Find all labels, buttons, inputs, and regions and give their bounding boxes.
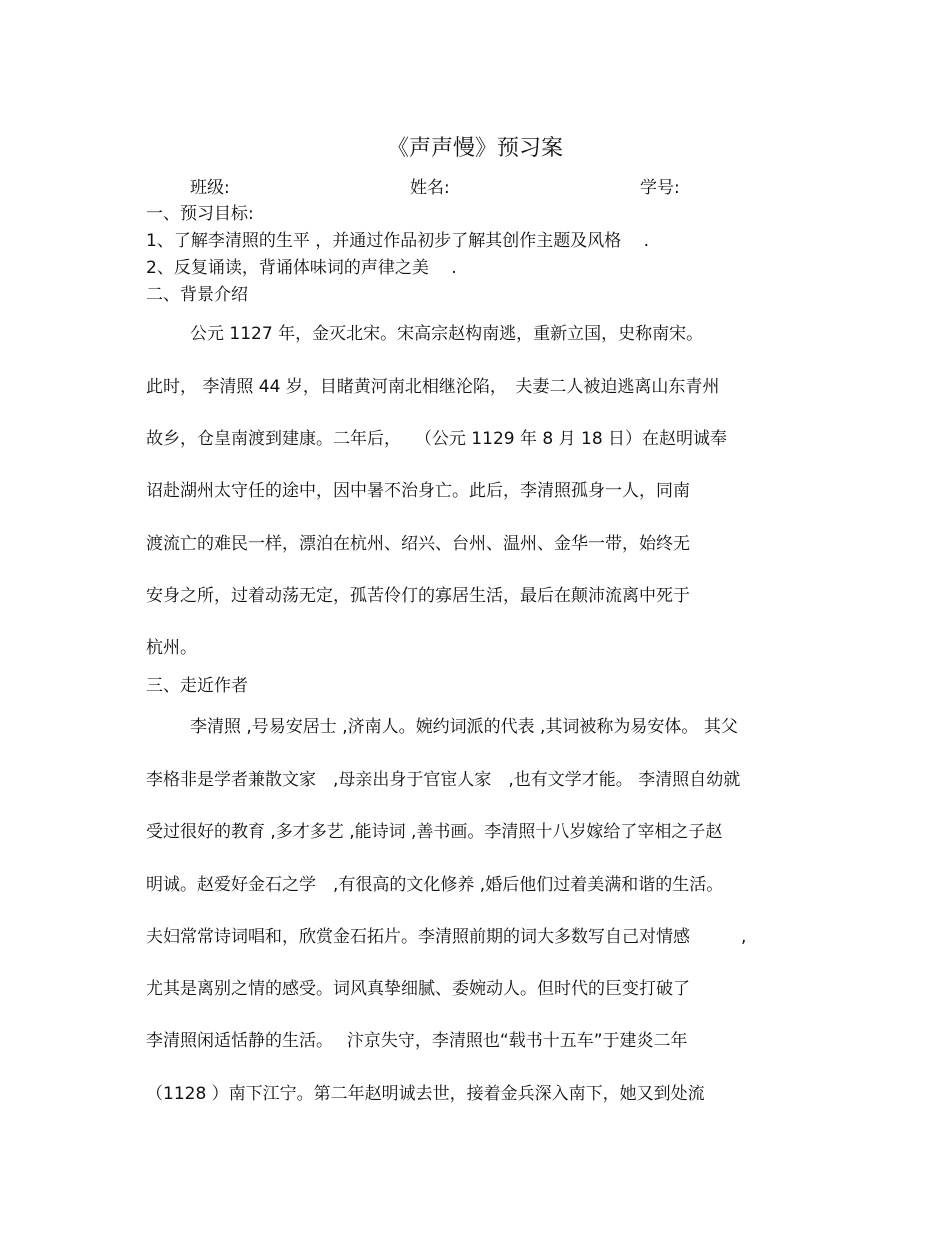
student-id-label: 学号:: [640, 178, 680, 198]
background-paragraph-line: 诏赴湖州太守任的途中，因中暑不治身亡。此后，李清照孤身一人，同南: [146, 481, 690, 501]
background-paragraph-line: 渡流亡的难民一样，漂泊在杭州、绍兴、台州、温州、金华一带，始终无: [146, 534, 690, 554]
background-paragraph-line: 故乡，仓皇南渡到建康。二年后， （公元 1129 年 8 月 18 日）在赵明诚奉: [146, 429, 728, 449]
section-heading-goals: 一、预习目标:: [146, 204, 254, 224]
author-paragraph-line: 李清照 ,号易安居士 ,济南人。婉约词派的代表 ,其词被称为易安体。 其父: [190, 717, 738, 737]
class-label: 班级:: [190, 178, 230, 198]
background-paragraph-line: 安身之所，过着动荡无定，孤苦伶仃的寡居生活，最后在颠沛流离中死于: [146, 586, 690, 606]
section-heading-author: 三、走近作者: [146, 676, 248, 696]
author-paragraph-line: 受过很好的教育 ,多才多艺 ,能诗词 ,善书画。李清照十八岁嫁给了宰相之子赵: [146, 822, 723, 842]
author-paragraph-line: 李清照闲适恬静的生活。 汴京失守，李清照也“载书十五车”于建炎二年: [146, 1031, 688, 1051]
section-heading-background: 二、背景介绍: [146, 285, 248, 305]
document-title: 《声声慢》预习案: [386, 136, 563, 161]
background-paragraph-line: 此时， 李清照 44 岁，目睹黄河南北相继沦陷， 夫妻二人被迫逃离山东青州: [146, 377, 720, 397]
author-paragraph-line: 尤其是离别之情的感受。词风真挚细腻、委婉动人。但时代的巨变打破了: [146, 979, 690, 999]
background-paragraph-line: 公元 1127 年，金灭北宋。宋高宗赵构南逃，重新立国，史称南宋。: [190, 324, 704, 344]
author-paragraph-line: 李格非是学者兼散文家 ,母亲出身于官宦人家 ,也有文学才能。 李清照自幼就: [146, 770, 741, 790]
goal-item: 1、了解李清照的生平 ，并通过作品初步了解其创作主题及风格 .: [146, 231, 650, 251]
author-paragraph-line: 明诚。赵爱好金石之学 ,有很高的文化修养 ,婚后他们过着美满和谐的生活。: [146, 875, 724, 895]
name-label: 姓名:: [410, 178, 450, 198]
author-paragraph-line: （1128 ）南下江宁。第二年赵明诚去世，接着金兵深入南下，她又到处流: [146, 1084, 705, 1104]
goal-item: 2、反复诵读，背诵体味词的声律之美 .: [146, 258, 457, 278]
author-paragraph-line: 夫妇常常诗词唱和，欣赏金石拓片。李清照前期的词大多数写自己对情感 ,: [146, 927, 747, 947]
background-paragraph-line: 杭州。: [146, 638, 197, 658]
